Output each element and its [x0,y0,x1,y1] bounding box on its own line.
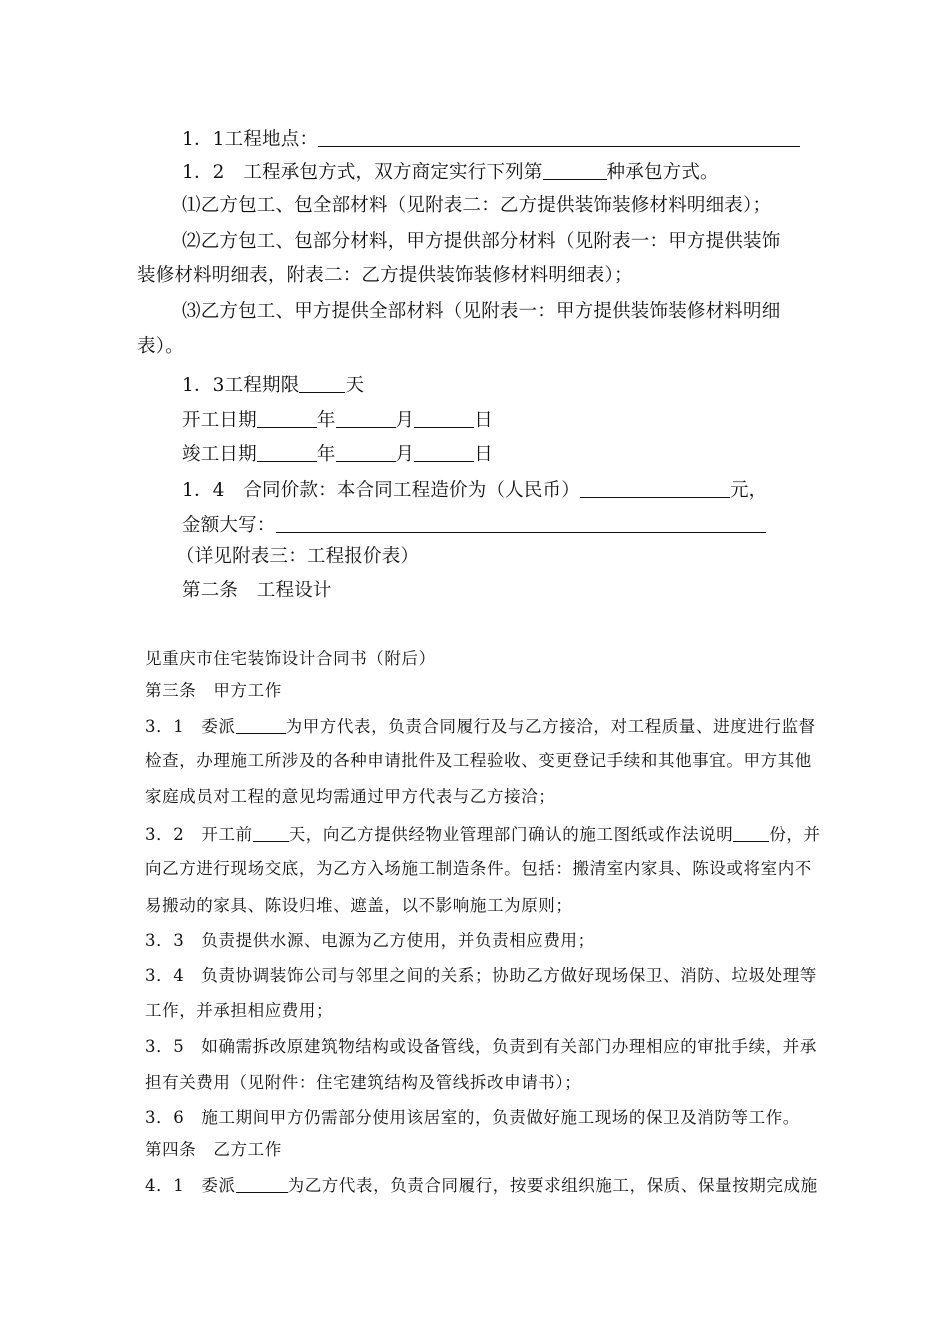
contract-method-blank[interactable] [543,161,607,180]
article-4-heading: 第四条 乙方工作 [145,1140,282,1159]
clause-1-1: 1．1工程地点： [182,128,800,150]
clause-3-1-line1: 3．1 委派 为甲方代表，负责合同履行及与乙方接洽，对工程质量、进度进行监督 [145,717,816,736]
end-month-blank[interactable] [336,443,396,462]
option-1: ⑴乙方包工、包全部材料（见附表二：乙方提供装饰装修材料明细表）； [182,195,772,216]
end-date: 竣工日期 年 月 日 [182,444,493,465]
clause-3-2-line2: 向乙方进行现场交底，为乙方入场施工制造条件。包括：搬清室内家具、陈设或将室内不 [145,859,812,878]
drawing-copies-blank[interactable] [733,825,769,842]
clause-3-2-line1: 3．2 开工前 天，向乙方提供经物业管理部门确认的施工图纸或作法说明 份，并 [145,825,821,844]
clause-1-3: 1．3工程期限 天 [182,375,365,396]
amount-in-words-blank[interactable] [276,514,766,533]
start-day-blank[interactable] [414,409,474,428]
option-2-line2: 装修材料明细表，附表二：乙方提供装饰装修材料明细表）； [137,265,633,286]
party-b-representative-blank[interactable] [236,1176,288,1193]
article-2-heading: 第二条 工程设计 [182,580,332,601]
article-3-heading: 第三条 甲方工作 [145,681,282,700]
project-location-blank[interactable] [318,128,800,147]
see-table-3: （详见附表三：工程报价表） [176,546,420,567]
option-3-line2: 表）。 [137,336,184,357]
design-contract-reference: 见重庆市住宅装饰设计合同书（附后） [145,649,436,668]
start-date: 开工日期 年 月 日 [182,410,493,431]
duration-days-blank[interactable] [299,374,345,393]
days-before-start-blank[interactable] [253,825,289,842]
party-a-representative-blank[interactable] [236,717,286,734]
option-3-line1: ⑶乙方包工、甲方提供全部材料（见附表一：甲方提供装饰装修材料明细 [182,301,781,322]
amount-in-words: 金额大写： [182,514,766,536]
option-2-line1: ⑵乙方包工、包部分材料，甲方提供部分材料（见附表一：甲方提供装饰 [182,231,781,252]
clause-3-3: 3．3 负责提供水源、电源为乙方使用，并负责相应费用； [145,931,595,950]
clause-3-2-line3: 易搬动的家具、陈设归堆、遮盖，以不影响施工为原则； [145,896,573,915]
clause-3-6: 3．6 施工期间甲方仍需部分使用该居室的，负责做好施工现场的保卫及消防等工作。 [145,1108,800,1127]
clause-4-1-line1: 4．1 委派 为乙方代表，负责合同履行，按要求组织施工，保质、保量按期完成施 [145,1176,818,1195]
clause-3-1-line3: 家庭成员对工程的意见均需通过甲方代表与乙方接洽； [145,787,556,806]
clause-3-5-line2: 担有关费用（见附件：住宅建筑结构及管线拆改申请书）； [145,1073,582,1092]
clause-1-2: 1．2 工程承包方式，双方商定实行下列第 种承包方式。 [182,162,719,183]
end-year-blank[interactable] [257,443,317,462]
clause-1-4: 1．4 合同价款：本合同工程造价为（人民币） 元， [182,480,768,501]
clause-3-4-line1: 3．4 负责协调装饰公司与邻里之间的关系；协助乙方做好现场保卫、消防、垃圾处理等 [145,966,817,985]
clause-3-1-line2: 检查，办理施工所涉及的各种申请批件及工程验收、变更登记手续和其他事宜。甲方其他 [145,751,812,770]
start-year-blank[interactable] [257,409,317,428]
clause-3-5-line1: 3．5 如确需拆改原建筑物结构或设备管线，负责到有关部门办理相应的审批手续，并承 [145,1037,817,1056]
contract-price-blank[interactable] [580,479,730,498]
end-day-blank[interactable] [414,443,474,462]
clause-3-4-line2: 工作，并承担相应费用； [145,1001,334,1020]
start-month-blank[interactable] [336,409,396,428]
